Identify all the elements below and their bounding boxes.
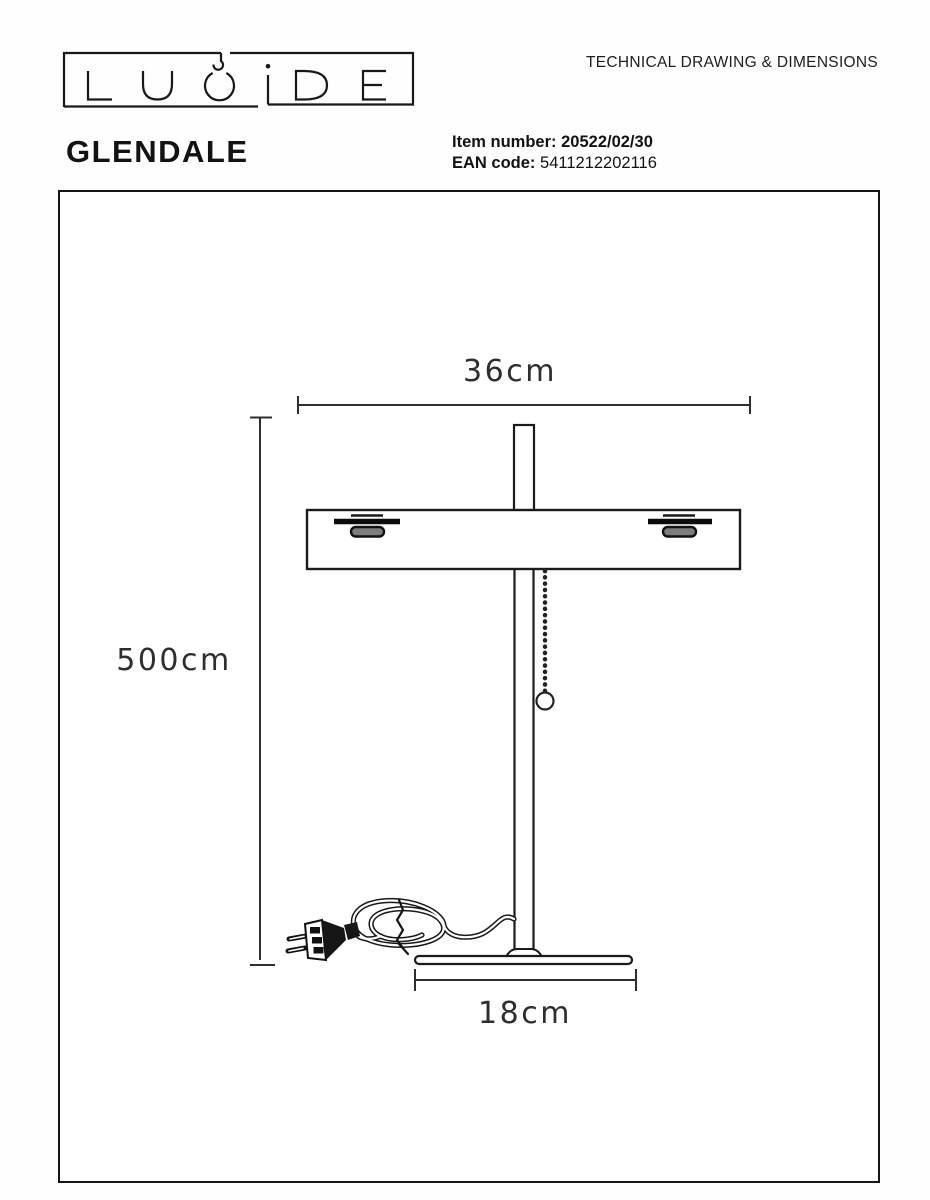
- pull-chain-ball: [537, 693, 554, 710]
- lamp-pole: [514, 425, 534, 950]
- dimension-base-width: [415, 969, 636, 991]
- doc-title: TECHNICAL DRAWING & DIMENSIONS: [586, 54, 879, 71]
- dimension-height: [250, 418, 275, 966]
- dimension-width-label: 36cm: [463, 354, 557, 389]
- product-codes: [452, 132, 657, 174]
- lucide-logo: [56, 40, 422, 120]
- ean-label: EAN code:: [452, 154, 536, 172]
- item-number-label: Item number:: [452, 133, 557, 151]
- drawing-frame: [58, 190, 880, 1183]
- dimension-base-label: 18cm: [478, 996, 572, 1031]
- letter-i-dot: [266, 64, 271, 69]
- item-number-row: [452, 132, 657, 153]
- logo-frame: [64, 53, 413, 107]
- dimension-width: [298, 396, 750, 414]
- lamp-hook-icon: [213, 53, 223, 70]
- ean-value: 5411212202116: [540, 154, 657, 172]
- product-name: GLENDALE: [66, 134, 249, 169]
- dimension-height-label: 500cm: [116, 643, 232, 678]
- power-cord: [353, 900, 514, 954]
- lamp-base: [415, 949, 632, 964]
- pull-chain: [537, 571, 554, 710]
- base-plate: [415, 956, 632, 964]
- item-number-value: 20522/02/30: [561, 133, 653, 151]
- logo-letters: [88, 64, 386, 100]
- technical-drawing: [60, 192, 878, 1181]
- power-plug-icon: [288, 920, 360, 960]
- ean-row: [452, 153, 657, 174]
- lamp-head: [307, 510, 740, 569]
